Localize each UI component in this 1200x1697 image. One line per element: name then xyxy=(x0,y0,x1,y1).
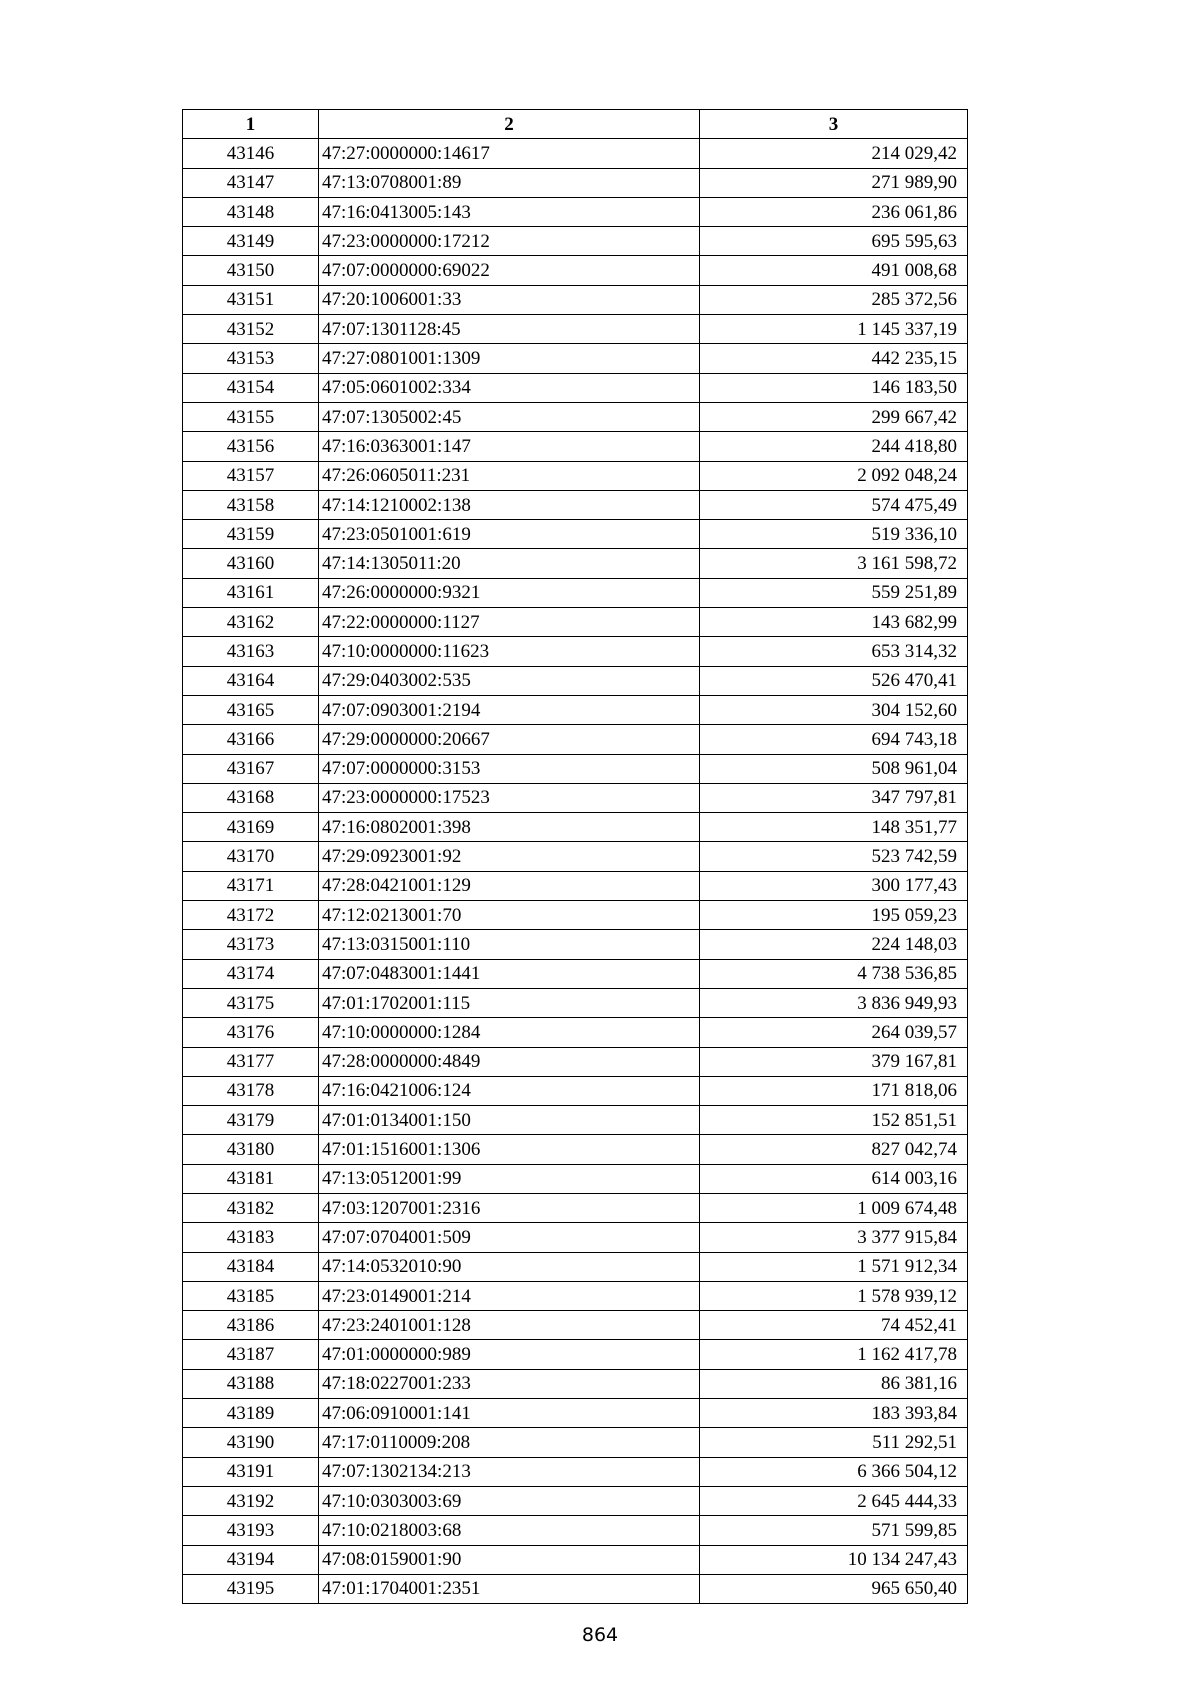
cadastral-number-cell: 47:27:0000000:14617 xyxy=(319,139,700,168)
cadastral-number-cell: 47:29:0403002:535 xyxy=(319,666,700,695)
table-row xyxy=(183,1369,968,1398)
cadastral-value-cell: 965 650,40 xyxy=(700,1574,968,1603)
cadastral-value-cell: 2 092 048,24 xyxy=(700,461,968,490)
cadastral-value-cell: 1 162 417,78 xyxy=(700,1340,968,1369)
table-row xyxy=(183,432,968,461)
table-row xyxy=(183,1281,968,1310)
table-row xyxy=(183,988,968,1017)
cadastral-number-cell: 47:23:0000000:17212 xyxy=(319,227,700,256)
cadastral-value-cell: 10 134 247,43 xyxy=(700,1545,968,1574)
cadastral-value-cell: 559 251,89 xyxy=(700,578,968,607)
table-row xyxy=(183,315,968,344)
cadastral-value-cell: 574 475,49 xyxy=(700,490,968,519)
row-number-cell: 43171 xyxy=(183,871,319,900)
row-number-cell: 43157 xyxy=(183,461,319,490)
table-body xyxy=(183,139,968,1604)
column-header-1: 1 xyxy=(183,110,319,139)
table-row xyxy=(183,256,968,285)
table-row xyxy=(183,227,968,256)
table-row xyxy=(183,168,968,197)
table-row xyxy=(183,1164,968,1193)
row-number-cell: 43160 xyxy=(183,549,319,578)
cadastral-number-cell: 47:01:0000000:989 xyxy=(319,1340,700,1369)
cadastral-number-cell: 47:13:0315001:110 xyxy=(319,930,700,959)
row-number-cell: 43166 xyxy=(183,725,319,754)
cadastral-value-cell: 2 645 444,33 xyxy=(700,1486,968,1515)
table-row xyxy=(183,1428,968,1457)
row-number-cell: 43158 xyxy=(183,490,319,519)
cadastral-value-cell: 571 599,85 xyxy=(700,1516,968,1545)
table-row xyxy=(183,285,968,314)
cadastral-value-cell: 347 797,81 xyxy=(700,783,968,812)
row-number-cell: 43194 xyxy=(183,1545,319,1574)
cadastral-number-cell: 47:16:0413005:143 xyxy=(319,197,700,226)
table-row xyxy=(183,1399,968,1428)
row-number-cell: 43147 xyxy=(183,168,319,197)
cadastral-value-cell: 299 667,42 xyxy=(700,402,968,431)
cadastral-number-cell: 47:08:0159001:90 xyxy=(319,1545,700,1574)
cadastral-value-cell: 1 578 939,12 xyxy=(700,1281,968,1310)
table-row xyxy=(183,930,968,959)
row-number-cell: 43153 xyxy=(183,344,319,373)
cadastral-number-cell: 47:13:0708001:89 xyxy=(319,168,700,197)
row-number-cell: 43176 xyxy=(183,1018,319,1047)
row-number-cell: 43187 xyxy=(183,1340,319,1369)
cadastral-value-cell: 511 292,51 xyxy=(700,1428,968,1457)
cadastral-value-cell: 244 418,80 xyxy=(700,432,968,461)
cadastral-number-cell: 47:01:0134001:150 xyxy=(319,1106,700,1135)
table-row xyxy=(183,1545,968,1574)
row-number-cell: 43183 xyxy=(183,1223,319,1252)
row-number-cell: 43186 xyxy=(183,1311,319,1340)
table-row xyxy=(183,344,968,373)
row-number-cell: 43149 xyxy=(183,227,319,256)
cadastral-value-cell: 4 738 536,85 xyxy=(700,959,968,988)
row-number-cell: 43182 xyxy=(183,1193,319,1222)
table-row xyxy=(183,608,968,637)
table-row xyxy=(183,1516,968,1545)
row-number-cell: 43159 xyxy=(183,520,319,549)
row-number-cell: 43191 xyxy=(183,1457,319,1486)
row-number-cell: 43170 xyxy=(183,842,319,871)
cadastral-number-cell: 47:16:0363001:147 xyxy=(319,432,700,461)
cadastral-value-cell: 214 029,42 xyxy=(700,139,968,168)
cadastral-value-cell: 271 989,90 xyxy=(700,168,968,197)
cadastral-value-cell: 519 336,10 xyxy=(700,520,968,549)
cadastral-value-cell: 6 366 504,12 xyxy=(700,1457,968,1486)
cadastral-number-cell: 47:10:0000000:11623 xyxy=(319,637,700,666)
row-number-cell: 43178 xyxy=(183,1076,319,1105)
row-number-cell: 43163 xyxy=(183,637,319,666)
cadastral-value-cell: 827 042,74 xyxy=(700,1135,968,1164)
cadastral-number-cell: 47:16:0421006:124 xyxy=(319,1076,700,1105)
row-number-cell: 43169 xyxy=(183,813,319,842)
cadastral-number-cell: 47:01:1516001:1306 xyxy=(319,1135,700,1164)
cadastral-value-cell: 183 393,84 xyxy=(700,1399,968,1428)
table-row xyxy=(183,139,968,168)
row-number-cell: 43152 xyxy=(183,315,319,344)
cadastral-number-cell: 47:14:1210002:138 xyxy=(319,490,700,519)
table-row xyxy=(183,813,968,842)
table-row xyxy=(183,959,968,988)
row-number-cell: 43184 xyxy=(183,1252,319,1281)
cadastral-number-cell: 47:28:0421001:129 xyxy=(319,871,700,900)
table-row xyxy=(183,402,968,431)
row-number-cell: 43151 xyxy=(183,285,319,314)
cadastral-value-cell: 1 145 337,19 xyxy=(700,315,968,344)
cadastral-value-cell: 1 571 912,34 xyxy=(700,1252,968,1281)
cadastral-number-cell: 47:23:0149001:214 xyxy=(319,1281,700,1310)
cadastral-value-cell: 526 470,41 xyxy=(700,666,968,695)
cadastral-value-cell: 523 742,59 xyxy=(700,842,968,871)
row-number-cell: 43189 xyxy=(183,1399,319,1428)
cadastral-number-cell: 47:26:0605011:231 xyxy=(319,461,700,490)
row-number-cell: 43167 xyxy=(183,754,319,783)
cadastral-number-cell: 47:29:0923001:92 xyxy=(319,842,700,871)
table-row xyxy=(183,695,968,724)
table-row xyxy=(183,373,968,402)
row-number-cell: 43155 xyxy=(183,402,319,431)
cadastral-value-cell: 442 235,15 xyxy=(700,344,968,373)
cadastral-value-cell: 285 372,56 xyxy=(700,285,968,314)
table-row xyxy=(183,197,968,226)
cadastral-value-cell: 3 377 915,84 xyxy=(700,1223,968,1252)
table-row xyxy=(183,490,968,519)
row-number-cell: 43173 xyxy=(183,930,319,959)
cadastral-number-cell: 47:03:1207001:2316 xyxy=(319,1193,700,1222)
column-header-2: 2 xyxy=(319,110,700,139)
cadastral-value-cell: 1 009 674,48 xyxy=(700,1193,968,1222)
row-number-cell: 43188 xyxy=(183,1369,319,1398)
table-row xyxy=(183,1076,968,1105)
cadastral-value-cell: 653 314,32 xyxy=(700,637,968,666)
cadastral-value-cell: 491 008,68 xyxy=(700,256,968,285)
table-row xyxy=(183,1574,968,1603)
table-row xyxy=(183,754,968,783)
cadastral-value-cell: 146 183,50 xyxy=(700,373,968,402)
row-number-cell: 43179 xyxy=(183,1106,319,1135)
cadastral-number-cell: 47:20:1006001:33 xyxy=(319,285,700,314)
cadastral-number-cell: 47:07:0704001:509 xyxy=(319,1223,700,1252)
cadastral-value-cell: 614 003,16 xyxy=(700,1164,968,1193)
cadastral-number-cell: 47:07:0000000:69022 xyxy=(319,256,700,285)
row-number-cell: 43177 xyxy=(183,1047,319,1076)
cadastral-value-cell: 148 351,77 xyxy=(700,813,968,842)
table-row xyxy=(183,549,968,578)
row-number-cell: 43192 xyxy=(183,1486,319,1515)
cadastral-value-cell: 304 152,60 xyxy=(700,695,968,724)
row-number-cell: 43168 xyxy=(183,783,319,812)
cadastral-number-cell: 47:01:1702001:115 xyxy=(319,988,700,1017)
table-row xyxy=(183,1457,968,1486)
cadastral-value-cell: 695 595,63 xyxy=(700,227,968,256)
row-number-cell: 43162 xyxy=(183,608,319,637)
cadastral-number-cell: 47:18:0227001:233 xyxy=(319,1369,700,1398)
cadastral-value-cell: 508 961,04 xyxy=(700,754,968,783)
cadastral-number-cell: 47:22:0000000:1127 xyxy=(319,608,700,637)
cadastral-number-cell: 47:23:2401001:128 xyxy=(319,1311,700,1340)
row-number-cell: 43161 xyxy=(183,578,319,607)
page-number: 864 xyxy=(581,1624,619,1646)
cadastral-number-cell: 47:14:1305011:20 xyxy=(319,549,700,578)
table-row xyxy=(183,1135,968,1164)
cadastral-number-cell: 47:07:1305002:45 xyxy=(319,402,700,431)
row-number-cell: 43165 xyxy=(183,695,319,724)
cadastral-value-cell: 224 148,03 xyxy=(700,930,968,959)
cadastral-number-cell: 47:27:0801001:1309 xyxy=(319,344,700,373)
row-number-cell: 43146 xyxy=(183,139,319,168)
table-row xyxy=(183,842,968,871)
cadastral-number-cell: 47:10:0000000:1284 xyxy=(319,1018,700,1047)
row-number-cell: 43156 xyxy=(183,432,319,461)
cadastral-value-cell: 74 452,41 xyxy=(700,1311,968,1340)
cadastral-value-cell: 195 059,23 xyxy=(700,901,968,930)
cadastral-number-cell: 47:10:0303003:69 xyxy=(319,1486,700,1515)
table-row xyxy=(183,520,968,549)
cadastral-value-cell: 3 161 598,72 xyxy=(700,549,968,578)
cadastral-number-cell: 47:29:0000000:20667 xyxy=(319,725,700,754)
table-row xyxy=(183,901,968,930)
row-number-cell: 43148 xyxy=(183,197,319,226)
cadastral-value-cell: 3 836 949,93 xyxy=(700,988,968,1017)
row-number-cell: 43195 xyxy=(183,1574,319,1603)
table-row xyxy=(183,1193,968,1222)
cadastral-value-cell: 694 743,18 xyxy=(700,725,968,754)
cadastral-number-cell: 47:07:0000000:3153 xyxy=(319,754,700,783)
cadastral-number-cell: 47:07:1301128:45 xyxy=(319,315,700,344)
table-row xyxy=(183,1018,968,1047)
cadastral-value-cell: 171 818,06 xyxy=(700,1076,968,1105)
table-row xyxy=(183,1311,968,1340)
cadastral-value-cell: 264 039,57 xyxy=(700,1018,968,1047)
cadastral-number-cell: 47:14:0532010:90 xyxy=(319,1252,700,1281)
cadastral-value-cell: 236 061,86 xyxy=(700,197,968,226)
row-number-cell: 43174 xyxy=(183,959,319,988)
table-row xyxy=(183,1047,968,1076)
cadastral-value-cell: 152 851,51 xyxy=(700,1106,968,1135)
cadastral-number-cell: 47:07:0903001:2194 xyxy=(319,695,700,724)
table-row xyxy=(183,1223,968,1252)
row-number-cell: 43154 xyxy=(183,373,319,402)
cadastral-number-cell: 47:26:0000000:9321 xyxy=(319,578,700,607)
table-row xyxy=(183,1252,968,1281)
row-number-cell: 43190 xyxy=(183,1428,319,1457)
cadastral-number-cell: 47:23:0501001:619 xyxy=(319,520,700,549)
cadastral-number-cell: 47:23:0000000:17523 xyxy=(319,783,700,812)
cadastral-number-cell: 47:05:0601002:334 xyxy=(319,373,700,402)
table-row xyxy=(183,637,968,666)
cadastral-number-cell: 47:10:0218003:68 xyxy=(319,1516,700,1545)
table-row xyxy=(183,1486,968,1515)
cadastral-number-cell: 47:28:0000000:4849 xyxy=(319,1047,700,1076)
cadastral-value-cell: 143 682,99 xyxy=(700,608,968,637)
cadastral-value-cell: 86 381,16 xyxy=(700,1369,968,1398)
cadastral-number-cell: 47:16:0802001:398 xyxy=(319,813,700,842)
cadastral-number-cell: 47:07:1302134:213 xyxy=(319,1457,700,1486)
table-row xyxy=(183,1340,968,1369)
row-number-cell: 43164 xyxy=(183,666,319,695)
cadastral-value-cell: 379 167,81 xyxy=(700,1047,968,1076)
row-number-cell: 43180 xyxy=(183,1135,319,1164)
table-header-row xyxy=(183,110,968,139)
row-number-cell: 43175 xyxy=(183,988,319,1017)
cadastral-number-cell: 47:12:0213001:70 xyxy=(319,901,700,930)
cadastral-value-cell: 300 177,43 xyxy=(700,871,968,900)
table-row xyxy=(183,725,968,754)
column-header-3: 3 xyxy=(700,110,968,139)
cadastral-number-cell: 47:06:0910001:141 xyxy=(319,1399,700,1428)
row-number-cell: 43185 xyxy=(183,1281,319,1310)
row-number-cell: 43172 xyxy=(183,901,319,930)
cadastral-number-cell: 47:01:1704001:2351 xyxy=(319,1574,700,1603)
row-number-cell: 43181 xyxy=(183,1164,319,1193)
row-number-cell: 43193 xyxy=(183,1516,319,1545)
cadastral-number-cell: 47:13:0512001:99 xyxy=(319,1164,700,1193)
table-row xyxy=(183,666,968,695)
table-row xyxy=(183,783,968,812)
row-number-cell: 43150 xyxy=(183,256,319,285)
cadastral-value-table xyxy=(182,109,968,1604)
cadastral-number-cell: 47:17:0110009:208 xyxy=(319,1428,700,1457)
table-row xyxy=(183,871,968,900)
table-row xyxy=(183,1106,968,1135)
table-row xyxy=(183,461,968,490)
table-row xyxy=(183,578,968,607)
cadastral-number-cell: 47:07:0483001:1441 xyxy=(319,959,700,988)
